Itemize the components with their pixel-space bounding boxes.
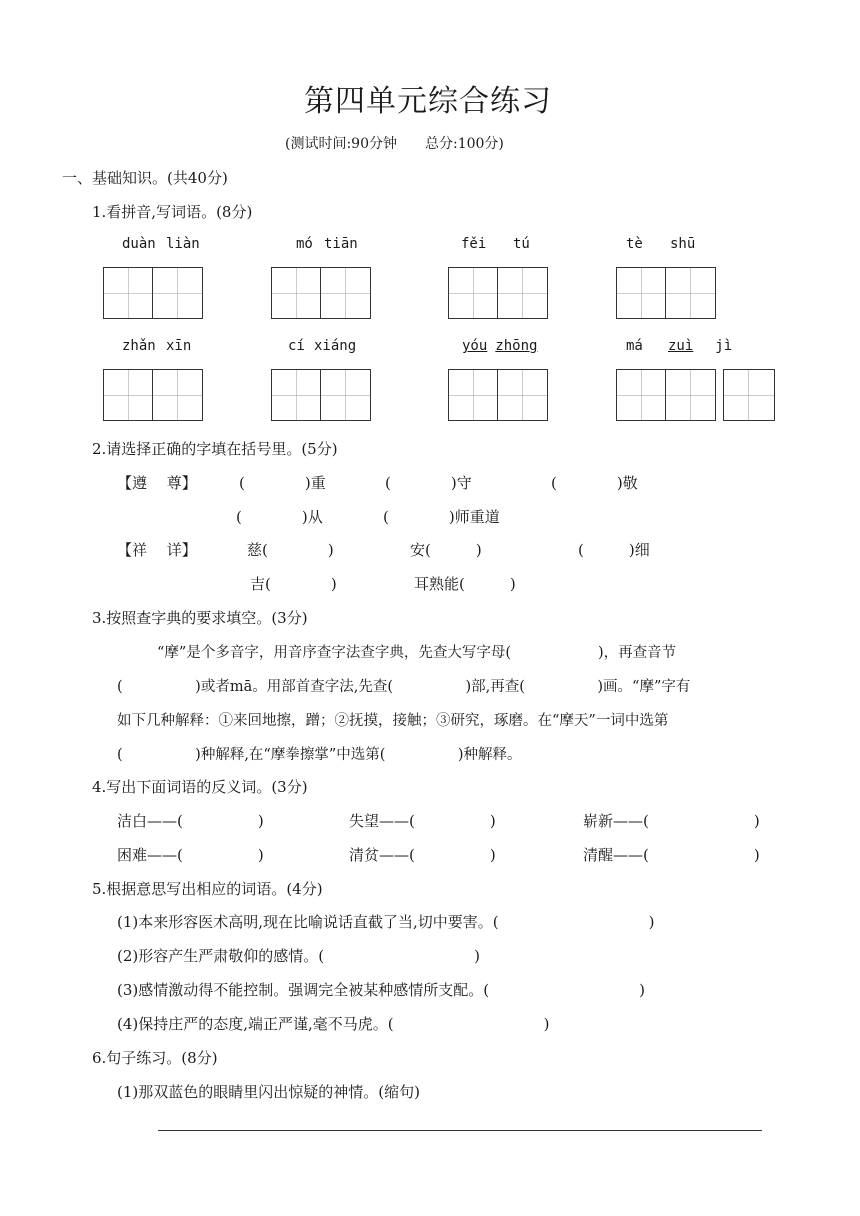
pinyin: jì <box>715 338 733 354</box>
pinyin: liàn <box>166 236 200 252</box>
pinyin-group <box>462 338 537 354</box>
pinyin-group <box>296 236 358 252</box>
pinyin: zhǎn <box>122 338 156 354</box>
pinyin-group <box>626 338 732 354</box>
page-title: 第四单元综合练习 <box>304 84 552 119</box>
definition-item[interactable]: (1)本来形容医术高明,现在比喻说话直截了当,切中要害。( ) <box>117 913 655 931</box>
writing-grid[interactable] <box>616 369 716 421</box>
char-choice-label: 【祥 详】 <box>117 541 197 559</box>
writing-grid[interactable] <box>723 369 775 421</box>
pinyin: shū <box>670 236 696 252</box>
pinyin: yóu <box>462 338 488 354</box>
definition-item[interactable]: (2)形容产生严肃敬仰的感情。( ) <box>117 947 480 965</box>
blank-item[interactable]: ( )重 <box>239 474 326 492</box>
pinyin-group <box>461 236 530 252</box>
blank-item[interactable]: ( )守 <box>385 474 472 492</box>
question-3-title: 3.按照查字典的要求填空。(3分) <box>92 609 308 627</box>
paragraph-line: 如下几种解释：①来回地擦，蹭；②抚摸，接触；③研究，琢磨。在“摩天”一词中选第 <box>117 713 669 729</box>
blank-item[interactable]: ( )师重道 <box>383 508 500 526</box>
blank-item[interactable]: ( )敬 <box>551 474 638 492</box>
writing-grid[interactable] <box>448 369 548 421</box>
question-1-title: 1.看拼音,写词语。(8分) <box>92 203 253 221</box>
antonym-item[interactable]: 失望——( ) <box>349 812 496 830</box>
char-choice-label: 【遵 尊】 <box>117 474 197 492</box>
pinyin: fěi <box>461 236 487 252</box>
definition-item[interactable]: (3)感情激动得不能控制。强调完全被某种感情所支配。( ) <box>117 981 645 999</box>
pinyin: duàn <box>122 236 156 252</box>
question-2-title: 2.请选择正确的字填在括号里。(5分) <box>92 440 338 458</box>
writing-grid[interactable] <box>271 369 371 421</box>
pinyin-group <box>288 338 356 354</box>
question-5-title: 5.根据意思写出相应的词语。(4分) <box>92 880 323 898</box>
pinyin-group <box>122 236 200 252</box>
paragraph-line: ( )种解释,在“摩拳擦掌”中选第( )种解释。 <box>117 747 522 763</box>
answer-line[interactable] <box>158 1130 762 1131</box>
test-info: (测试时间:90分钟 总分:100分) <box>285 136 504 152</box>
blank-item[interactable]: 耳熟能( ) <box>414 575 516 593</box>
blank-item[interactable]: 安( ) <box>410 541 482 559</box>
sentence-item: (1)那双蓝色的眼睛里闪出惊疑的神情。(缩句) <box>117 1083 420 1101</box>
antonym-item[interactable]: 困难——( ) <box>117 846 264 864</box>
pinyin: xiáng <box>314 338 357 354</box>
writing-grid[interactable] <box>103 369 203 421</box>
paragraph-line: ( )或者mā。用部首查字法,先查( )部,再查( )画。“摩”字有 <box>117 679 691 695</box>
antonym-item[interactable]: 清醒——( ) <box>583 846 760 864</box>
pinyin: tè <box>626 236 643 252</box>
definition-item[interactable]: (4)保持庄严的态度,端正严谨,毫不马虎。( ) <box>117 1015 550 1033</box>
question-4-title: 4.写出下面词语的反义词。(3分) <box>92 778 308 796</box>
paragraph-line: “摩”是个多音字，用音序查字法查字典，先查大写字母( )，再查音节 <box>157 645 677 661</box>
blank-item[interactable]: ( )从 <box>236 508 323 526</box>
pinyin: mó <box>296 236 313 252</box>
blank-item[interactable]: 吉( ) <box>250 575 337 593</box>
pinyin: cí <box>288 338 305 354</box>
antonym-item[interactable]: 崭新——( ) <box>583 812 760 830</box>
blank-item[interactable]: ( )细 <box>578 541 650 559</box>
writing-grid[interactable] <box>271 267 371 319</box>
pinyin: tiān <box>324 236 358 252</box>
pinyin-group <box>626 236 695 252</box>
pinyin-group <box>122 338 191 354</box>
question-6-title: 6.句子练习。(8分) <box>92 1049 218 1067</box>
section-heading: 一、基础知识。(共40分) <box>62 169 228 187</box>
writing-grid[interactable] <box>616 267 716 319</box>
antonym-item[interactable]: 洁白——( ) <box>117 812 264 830</box>
pinyin: zuì <box>668 338 694 354</box>
antonym-item[interactable]: 清贫——( ) <box>349 846 496 864</box>
pinyin: má <box>626 338 643 354</box>
blank-item[interactable]: 慈( ) <box>247 541 334 559</box>
pinyin: zhōng <box>495 338 538 354</box>
writing-grid[interactable] <box>103 267 203 319</box>
writing-grid[interactable] <box>448 267 548 319</box>
pinyin: tú <box>513 236 530 252</box>
pinyin: xīn <box>166 338 192 354</box>
